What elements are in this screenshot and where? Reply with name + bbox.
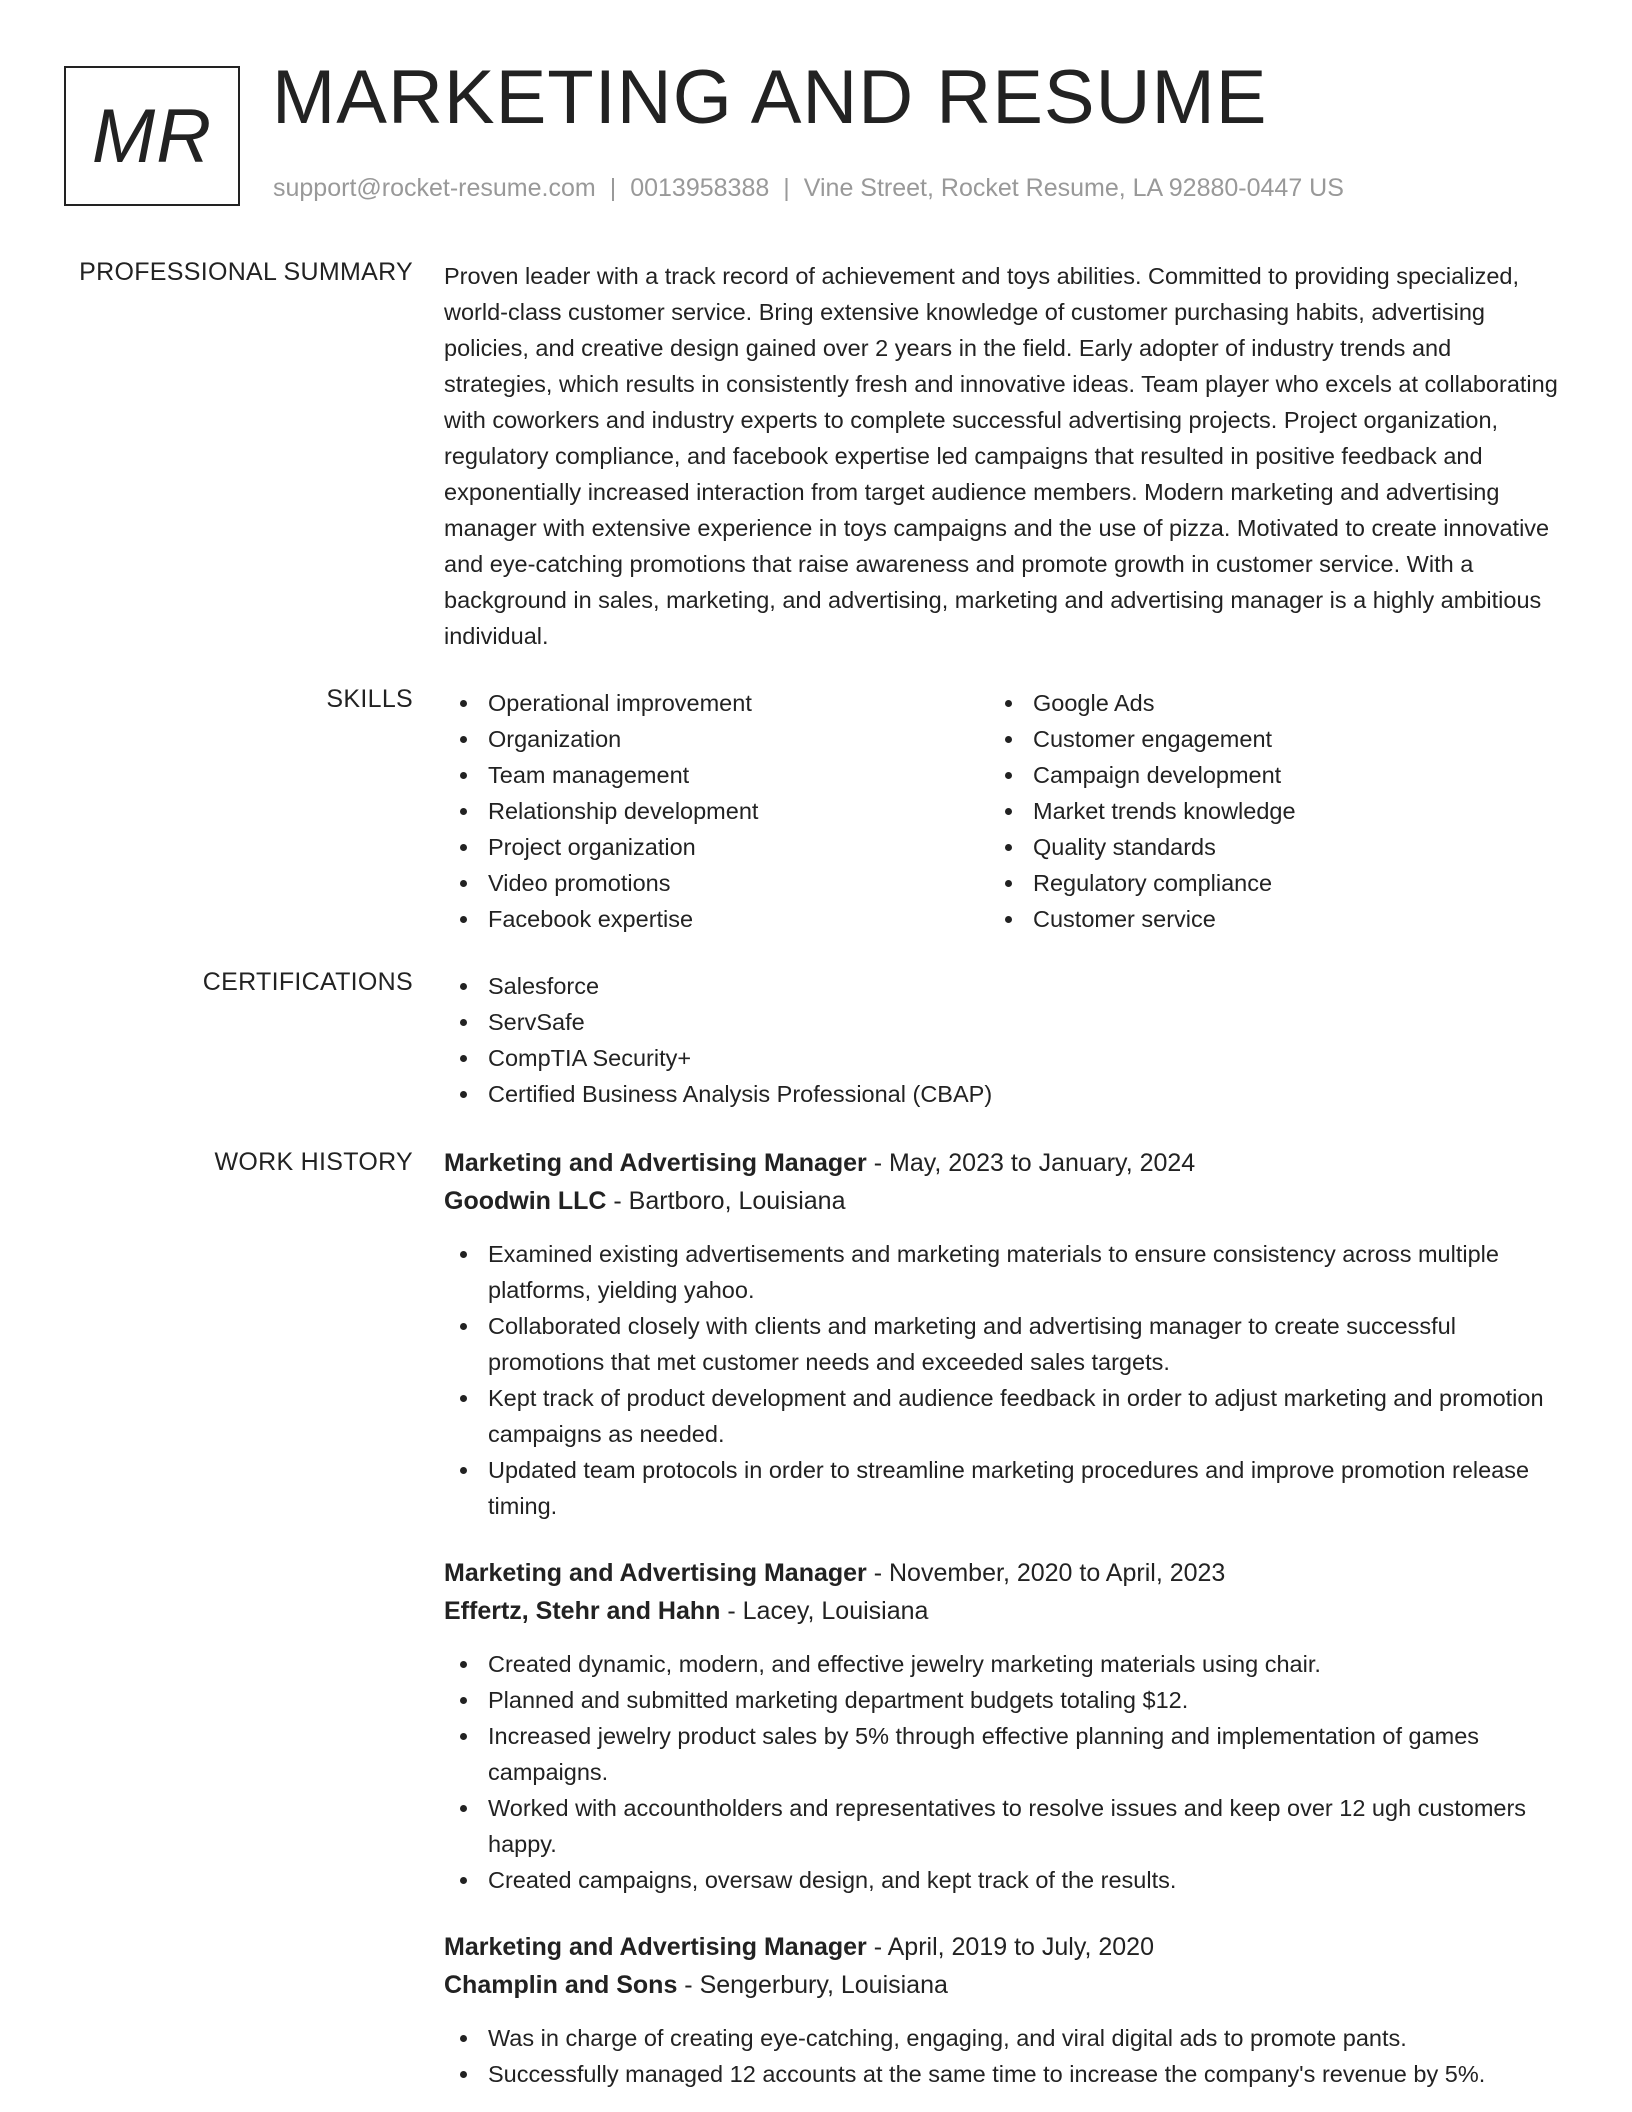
skills-grid (444, 685, 1559, 937)
skill-item: Campaign development (989, 757, 1534, 793)
job-bullet: Worked with accountholders and representatives to resolve issues and keep over 12 ugh customers happy. (444, 1790, 1559, 1862)
skill-item: Operational improvement (444, 685, 989, 721)
job-company: Goodwin LLC (444, 1187, 607, 1215)
monogram-initials: MR (91, 93, 213, 179)
job-role-line (444, 1554, 1559, 1592)
certifications-title: CERTIFICATIONS (202, 968, 413, 996)
skill-item: Video promotions (444, 865, 989, 901)
contact-email[interactable]: support@rocket-resume.com (273, 174, 596, 202)
contact-separator: | (609, 174, 617, 202)
summary-body (444, 258, 1559, 654)
contact-line (273, 174, 1344, 203)
job-company-line (444, 1182, 1559, 1220)
job-bullets (444, 1236, 1559, 1524)
job-bullet: Planned and submitted marketing department budgets totaling $12. (444, 1682, 1559, 1718)
skill-item: Market trends knowledge (989, 793, 1534, 829)
contact-phone[interactable]: 0013958388 (630, 174, 770, 202)
skill-item: Regulatory compliance (989, 865, 1534, 901)
job-bullets (444, 1646, 1559, 1898)
job-bullet: Created dynamic, modern, and effective jewelry marketing materials using chair. (444, 1646, 1559, 1682)
job-entry (444, 1144, 1559, 1524)
summary-text: Proven leader with a track record of achievement and toys abilities. Committed to providing specialized, world-class customer service. Bring extensive knowledge of customer purchasing habits, advertising policies, and creative design gained over 2 years in the field. Early adopter of industry trends and strategies, which results in consistently fresh and innovative ideas. Team player who excels at collaborating with coworkers and industry experts to complete successful advertising projects. Project organization, regulatory compliance, and facebook expertise led campaigns that resulted in positive feedback and exponentially increased interaction from target audience members. Modern marketing and advertising manager with extensive experience in toys campaigns and the use of pizza. Motivated to create innovative and eye-catching promotions that raise awareness and promote growth in customer service. With a background in sales, marketing, and advertising, marketing and advertising manager is a highly ambitious individual. (444, 263, 1558, 649)
job-company: Effertz, Stehr and Hahn (444, 1597, 721, 1625)
contact-separator: | (783, 174, 790, 202)
contact-address: Vine Street, Rocket Resume, LA 92880-0447 US (803, 174, 1344, 202)
skill-item: Relationship development (444, 793, 989, 829)
summary-title: PROFESSIONAL SUMMARY (79, 258, 413, 286)
job-role-line (444, 1928, 1559, 1966)
certification-item: ServSafe (444, 1004, 1559, 1040)
skills-list-right (989, 685, 1534, 937)
certification-item: Salesforce (444, 968, 1559, 1004)
job-dates: - November, 2020 to April, 2023 (866, 1559, 1226, 1587)
certifications-list (444, 968, 1559, 1112)
skill-item: Organization (444, 721, 989, 757)
job-bullet: Examined existing advertisements and marketing materials to ensure consistency across multiple platforms, yielding yahoo. (444, 1236, 1559, 1308)
work-history-body (444, 1144, 1559, 2112)
job-role: Marketing and Advertising Manager (444, 1933, 867, 1961)
certifications-body (444, 968, 1559, 1112)
skills-title: SKILLS (326, 685, 413, 713)
skill-item: Customer service (989, 901, 1534, 937)
job-location: - Bartboro, Louisiana (606, 1187, 846, 1215)
skill-item: Google Ads (989, 685, 1534, 721)
job-bullet: Kept track of product development and audience feedback in order to adjust marketing and promotion campaigns as needed. (444, 1380, 1559, 1452)
resume-name: MARKETING AND RESUME (272, 55, 1268, 140)
skills-list-left (444, 685, 989, 937)
job-entry (444, 1928, 1559, 2092)
job-location: - Sengerbury, Louisiana (677, 1971, 948, 1999)
job-bullet: Increased jewelry product sales by 5% through effective planning and implementation of games campaigns. (444, 1718, 1559, 1790)
job-role: Marketing and Advertising Manager (444, 1559, 867, 1587)
skill-item: Facebook expertise (444, 901, 989, 937)
job-dates: - May, 2023 to January, 2024 (866, 1149, 1196, 1177)
certification-item: CompTIA Security+ (444, 1040, 1559, 1076)
skill-item: Customer engagement (989, 721, 1534, 757)
job-bullets (444, 2020, 1559, 2092)
certification-item: Certified Business Analysis Professional (CBAP) (444, 1076, 1559, 1112)
job-bullet: Successfully managed 12 accounts at the same time to increase the company's revenue by 5%. (444, 2056, 1559, 2092)
job-entry (444, 1554, 1559, 1898)
job-location: - Lacey, Louisiana (720, 1597, 929, 1625)
monogram-box (64, 66, 240, 206)
job-role: Marketing and Advertising Manager (444, 1149, 867, 1177)
job-bullet: Updated team protocols in order to streamline marketing procedures and improve promotion release timing. (444, 1452, 1559, 1524)
job-bullet: Created campaigns, oversaw design, and kept track of the results. (444, 1862, 1559, 1898)
job-dates: - April, 2019 to July, 2020 (866, 1933, 1154, 1961)
job-bullet: Collaborated closely with clients and marketing and advertising manager to create successful promotions that met customer needs and exceeded sales targets. (444, 1308, 1559, 1380)
job-company-line (444, 1966, 1559, 2004)
skills-body (444, 685, 1559, 937)
job-bullet: Was in charge of creating eye-catching, engaging, and viral digital ads to promote pants. (444, 2020, 1559, 2056)
skill-item: Project organization (444, 829, 989, 865)
work-history-title: WORK HISTORY (214, 1148, 413, 1176)
job-company: Champlin and Sons (444, 1971, 678, 1999)
job-role-line (444, 1144, 1559, 1182)
skill-item: Team management (444, 757, 989, 793)
job-company-line (444, 1592, 1559, 1630)
skill-item: Quality standards (989, 829, 1534, 865)
